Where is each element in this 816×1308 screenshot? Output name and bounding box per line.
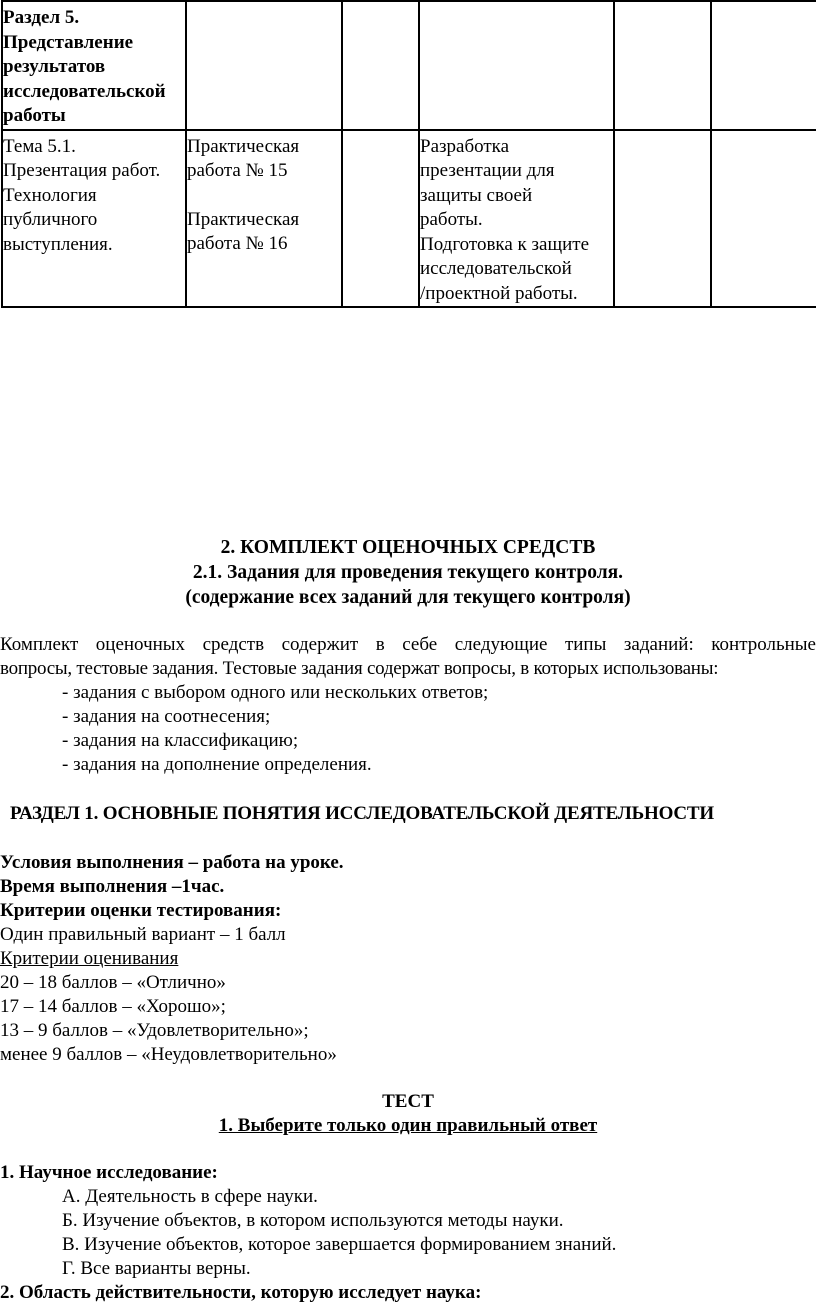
question-block <box>0 1161 816 1305</box>
answer-option: А. Деятельность в сфере науки. <box>62 1186 318 1207</box>
list-item: - задания на дополнение определения. <box>62 754 372 775</box>
criteria-heading: Критерии оценивания <box>0 948 179 969</box>
section-cell: Раздел 5. Представление результатов исследовательской работы <box>2 1 186 130</box>
grade-line: менее 9 баллов – «Неудовлетворительно» <box>0 1044 337 1065</box>
grade-line: 17 – 14 баллов – «Хорошо»; <box>0 996 226 1017</box>
empty-cell <box>342 130 419 308</box>
answer-option: Г. Все варианты верны. <box>62 1258 251 1279</box>
test-subtitle: 1. Выберите только один правильный ответ <box>218 1115 598 1136</box>
test-heading <box>0 1090 816 1138</box>
topic-cell: Тема 5.1. Презентация работ. Технология публичного выступления. <box>2 130 186 308</box>
empty-cell <box>711 1 816 130</box>
plan-table <box>1 0 816 308</box>
list-item: - задания с выбором одного или нескольких ответов; <box>62 682 489 703</box>
condition-line: Один правильный вариант – 1 балл <box>0 924 286 945</box>
grade-line: 13 – 9 баллов – «Удовлетворительно»; <box>0 1020 309 1041</box>
heading-line: (содержание всех заданий для текущего контроля) <box>185 587 631 608</box>
condition-line: Условия выполнения – работа на уроке. <box>0 852 344 873</box>
table-row <box>2 1 816 130</box>
answer-option: В. Изучение объектов, которое завершается формированием знаний. <box>62 1234 617 1255</box>
question-1: 1. Научное исследование: <box>0 1162 218 1183</box>
empty-cell <box>614 130 711 308</box>
heading-line: 2. КОМПЛЕКТ ОЦЕНОЧНЫХ СРЕДСТВ <box>220 537 596 558</box>
question-2: 2. Область действительности, которую исследует наука: <box>0 1282 482 1303</box>
conditions-block <box>0 851 816 1067</box>
intro-line: вопросы, тестовые задания. Тестовые задания содержат вопросы, в которых использованы: <box>0 658 719 679</box>
grade-line: 20 – 18 баллов – «Отлично» <box>0 972 226 993</box>
section-heading <box>0 535 816 610</box>
empty-cell <box>342 1 419 130</box>
practice-cell: Практическая работа № 15 Практическая работа № 16 <box>186 130 342 308</box>
task-type-list <box>0 681 816 777</box>
list-item: - задания на соотнесения; <box>62 706 271 727</box>
empty-cell <box>614 1 711 130</box>
empty-cell <box>711 130 816 308</box>
intro-paragraph <box>0 633 816 777</box>
empty-cell <box>419 1 614 130</box>
table-row <box>2 130 816 308</box>
intro-line: Комплект оценочных средств содержит в себе следующие типы заданий: контрольные <box>0 634 816 655</box>
section-title: РАЗДЕЛ 1. ОСНОВНЫЕ ПОНЯТИЯ ИССЛЕДОВАТЕЛЬСКОЙ ДЕЯТЕЛЬНОСТИ <box>10 803 714 824</box>
list-item: - задания на классификацию; <box>62 730 299 751</box>
task-cell: Разработка презентации для защиты своей работы. Подготовка к защите исследовательской /проектной работы. <box>419 130 614 308</box>
condition-line: Время выполнения –1час. <box>0 876 225 897</box>
test-title: ТЕСТ <box>382 1091 434 1112</box>
heading-line: 2.1. Задания для проведения текущего контроля. <box>192 562 624 583</box>
empty-cell <box>186 1 342 130</box>
answer-option: Б. Изучение объектов, в котором используются методы науки. <box>62 1210 564 1231</box>
condition-line: Критерии оценки тестирования: <box>0 900 282 921</box>
